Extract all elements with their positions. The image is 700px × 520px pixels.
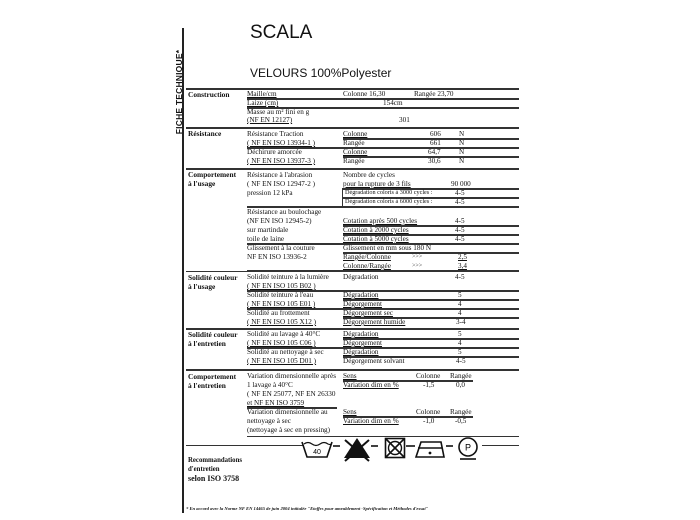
resistance-unit: N: [459, 130, 465, 138]
maille-colonne: Colonne 16,30: [343, 90, 386, 98]
var-sec-rangee-head: Rangée: [450, 408, 472, 416]
resistance-unit: N: [459, 148, 465, 156]
product-subtitle: VELOURS 100%Polyester: [250, 66, 392, 80]
var-lavage-t4: et NF EN ISO 3759: [247, 399, 305, 407]
glissement-row-label: Rangée/Colonne: [343, 253, 391, 261]
boulochage-row-label: Cotation à 2000 cycles: [343, 226, 409, 234]
resistance-value: 606: [430, 130, 441, 138]
dry-clean-p-icon: [455, 436, 481, 462]
svg-text:P: P: [464, 442, 472, 453]
var-sec-sens: Sens: [343, 408, 357, 416]
eau-norm: ( NF EN ISO 105 E01 ): [247, 300, 316, 308]
var-sec-colonne: -1,0: [423, 417, 435, 425]
sec-row-value: 4-5: [456, 357, 466, 365]
eau-test: Solidité teinture à l'eau: [247, 291, 314, 299]
wash-40-icon: [300, 438, 334, 460]
section-resistance: Résistance: [188, 129, 222, 138]
abrasion-norm: ( NF EN ISO 12947-2 ): [247, 180, 316, 188]
var-lavage-t1: Variation dimensionnelle après: [247, 372, 337, 380]
glissement-row-label: Colonne/Rangée: [343, 262, 391, 270]
boulochage-row-value: 4-5: [455, 217, 465, 225]
resistance-test: ( NF EN ISO 13934-1 ): [247, 139, 316, 147]
var-lavage-colonne: -1,5: [423, 381, 435, 389]
lavage-test: Solidité au lavage à 40°C: [247, 330, 321, 338]
masse-label: Masse au m² fini en g: [247, 108, 310, 116]
glissement-row-value: 3,4: [458, 262, 467, 270]
glissement-arrow: >>>: [412, 254, 423, 260]
sec-row-value: 5: [458, 348, 462, 356]
deg6000-value: 4-5: [455, 198, 465, 206]
recommandations-label: Recommandations: [188, 457, 242, 464]
recommandations-label-2: d'entretien: [188, 466, 220, 473]
eau-row-label: Dégradation: [343, 291, 379, 299]
iron-low-icon: [414, 439, 446, 459]
boulochage-row-value: 4-5: [455, 226, 465, 234]
glissement-row-value: 2,5: [458, 253, 467, 261]
cycles-value: 90 000: [451, 180, 471, 188]
rule: [186, 127, 519, 129]
lumiere-test: Solidité teinture à la lumière: [247, 273, 329, 281]
frottement-row-value: 4: [458, 309, 462, 317]
section-comportement-entretien: Comportement: [188, 372, 237, 381]
masse-norm: (NF EN 12127): [247, 116, 293, 124]
svg-text:40: 40: [313, 449, 321, 456]
laize-label: Laize (cm): [247, 99, 279, 107]
eau-row-label: Dégorgement: [343, 300, 382, 308]
rule: [342, 188, 343, 206]
lumiere-norm: ( NF EN ISO 105 B02 ): [247, 282, 316, 290]
resistance-test: Résistance Traction: [247, 130, 304, 138]
resistance-value: 661: [430, 139, 441, 147]
frottement-row-value: 3-4: [456, 318, 466, 326]
boulochage-cloth: toile de laine: [247, 235, 285, 243]
var-sec-label: Variation dim en %: [343, 417, 399, 425]
section-comportement-usage-2: à l'usage: [188, 179, 216, 188]
side-label: FICHE TECHNIQUE*: [174, 49, 184, 135]
footnote: * En accord avec la Norme NF EN 14465 de juin 2004 intitulée "Etoffes pour ameublement -Spécification et Méthodes d'essai": [186, 506, 429, 511]
frottement-row-label: Dégorgement humide: [343, 318, 406, 326]
resistance-dir: Rangée: [343, 139, 365, 147]
recommandations-label-3: selon ISO 3758: [188, 474, 240, 483]
section-solidite-usage-2: à l'usage: [188, 282, 216, 291]
eau-row-value: 5: [458, 291, 462, 299]
var-sec-t1: Variation dimensionnelle au: [247, 408, 328, 416]
no-tumble-dry-icon: [384, 437, 406, 459]
lumiere-label: Dégradation: [343, 273, 379, 281]
boulochage-row-label: Cotation après 500 cycles: [343, 217, 418, 225]
lavage-norm: ( NF EN ISO 105 C06 ): [247, 339, 316, 347]
maille-rangee: Rangée 23,70: [414, 90, 454, 98]
lavage-row-label: Dégradation: [343, 330, 379, 338]
var-lavage-colonne-head: Colonne: [416, 372, 441, 380]
var-lavage-sens: Sens: [343, 372, 357, 380]
deg6000-label: Dégradation coloris à 6000 cycles :: [345, 198, 433, 205]
lumiere-value: 4-5: [455, 273, 465, 281]
resistance-dir: Colonne: [343, 148, 368, 156]
resistance-unit: N: [459, 139, 465, 147]
rule: [186, 271, 519, 272]
section-solidite-entretien-2: à l'entretien: [188, 339, 226, 348]
boulochage-row-value: 4-5: [455, 235, 465, 243]
deg3000-value: 4-5: [455, 189, 465, 197]
lavage-row-value: 5: [458, 330, 462, 338]
sec-row-label: Dégradation: [343, 348, 379, 356]
var-lavage-t2: 1 lavage à 40°C: [247, 381, 293, 389]
section-construction: Construction: [188, 90, 230, 99]
sec-test: Solidité au nettoyage à sec: [247, 348, 324, 356]
rule: [186, 445, 304, 446]
lavage-row-label: Dégorgement: [343, 339, 382, 347]
sec-row-label: Dégorgement solvant: [343, 357, 405, 365]
frottement-norm: ( NF EN ISO 105 X12 ): [247, 318, 317, 326]
resistance-value: 30,6: [428, 157, 441, 165]
frottement-row-label: Dégorgement sec: [343, 309, 393, 317]
laize-value: 154cm: [383, 99, 403, 107]
eau-row-value: 4: [458, 300, 462, 308]
resistance-dir: Colonne: [343, 130, 368, 138]
deg3000-label: Dégradation coloris à 3000 cycles :: [345, 189, 433, 196]
var-sec-t2: nettoyage à sec: [247, 417, 291, 425]
boulochage-row-label: Cotation à 5000 cycles: [343, 235, 409, 243]
glissement-header: Glissement en mm sous 180 N: [343, 244, 432, 252]
boulochage-norm: (NF EN ISO 12945-2): [247, 217, 312, 225]
var-sec-colonne-head: Colonne: [416, 408, 441, 416]
resistance-test: ( NF EN ISO 13937-3 ): [247, 157, 316, 165]
sec-norm: ( NF EN ISO 105 D01 ): [247, 357, 317, 365]
section-solidite-entretien: Solidité couleur: [188, 330, 238, 339]
abrasion-test: Résistance à l'abrasion: [247, 171, 313, 179]
abrasion-pressure: pression 12 kPa: [247, 189, 293, 197]
product-title: SCALA: [250, 22, 313, 43]
resistance-value: 64,7: [428, 148, 441, 156]
lavage-row-value: 4: [458, 339, 462, 347]
section-comportement-entretien-2: à l'entretien: [188, 381, 226, 390]
glissement-arrow: >>>: [412, 263, 423, 269]
boulochage-method: sur martindale: [247, 226, 289, 234]
no-bleach-icon: [342, 436, 372, 462]
boulochage-test: Résistance au boulochage: [247, 208, 322, 216]
masse-value: 301: [399, 116, 410, 124]
glissement-norm: NF EN ISO 13936-2: [247, 253, 307, 261]
resistance-dir: Rangée: [343, 157, 365, 165]
resistance-test: Déchirure amorcée: [247, 148, 302, 156]
var-sec-rangee: -0,5: [455, 417, 467, 425]
glissement-test: Glissement à la couture: [247, 244, 315, 252]
section-comportement-usage: Comportement: [188, 170, 237, 179]
var-lavage-label: Variation dim en %: [343, 381, 399, 389]
var-lavage-rangee: 0,0: [456, 381, 465, 389]
cycles-label-2: pour la rupture de 3 fils: [343, 180, 411, 188]
var-sec-t3: (nettoyage à sec en pressing): [247, 426, 331, 434]
rule: [186, 369, 519, 371]
var-lavage-t3: ( NF EN 25077, NF EN 26330: [247, 390, 336, 398]
var-lavage-rangee-head: Rangée: [450, 372, 472, 380]
resistance-unit: N: [459, 157, 465, 165]
section-solidite-usage: Solidité couleur: [188, 273, 238, 282]
frottement-test: Solidité au frottement: [247, 309, 310, 317]
cycles-label: Nombre de cycles: [343, 171, 395, 179]
maille-label: Maille/cm: [247, 90, 277, 98]
